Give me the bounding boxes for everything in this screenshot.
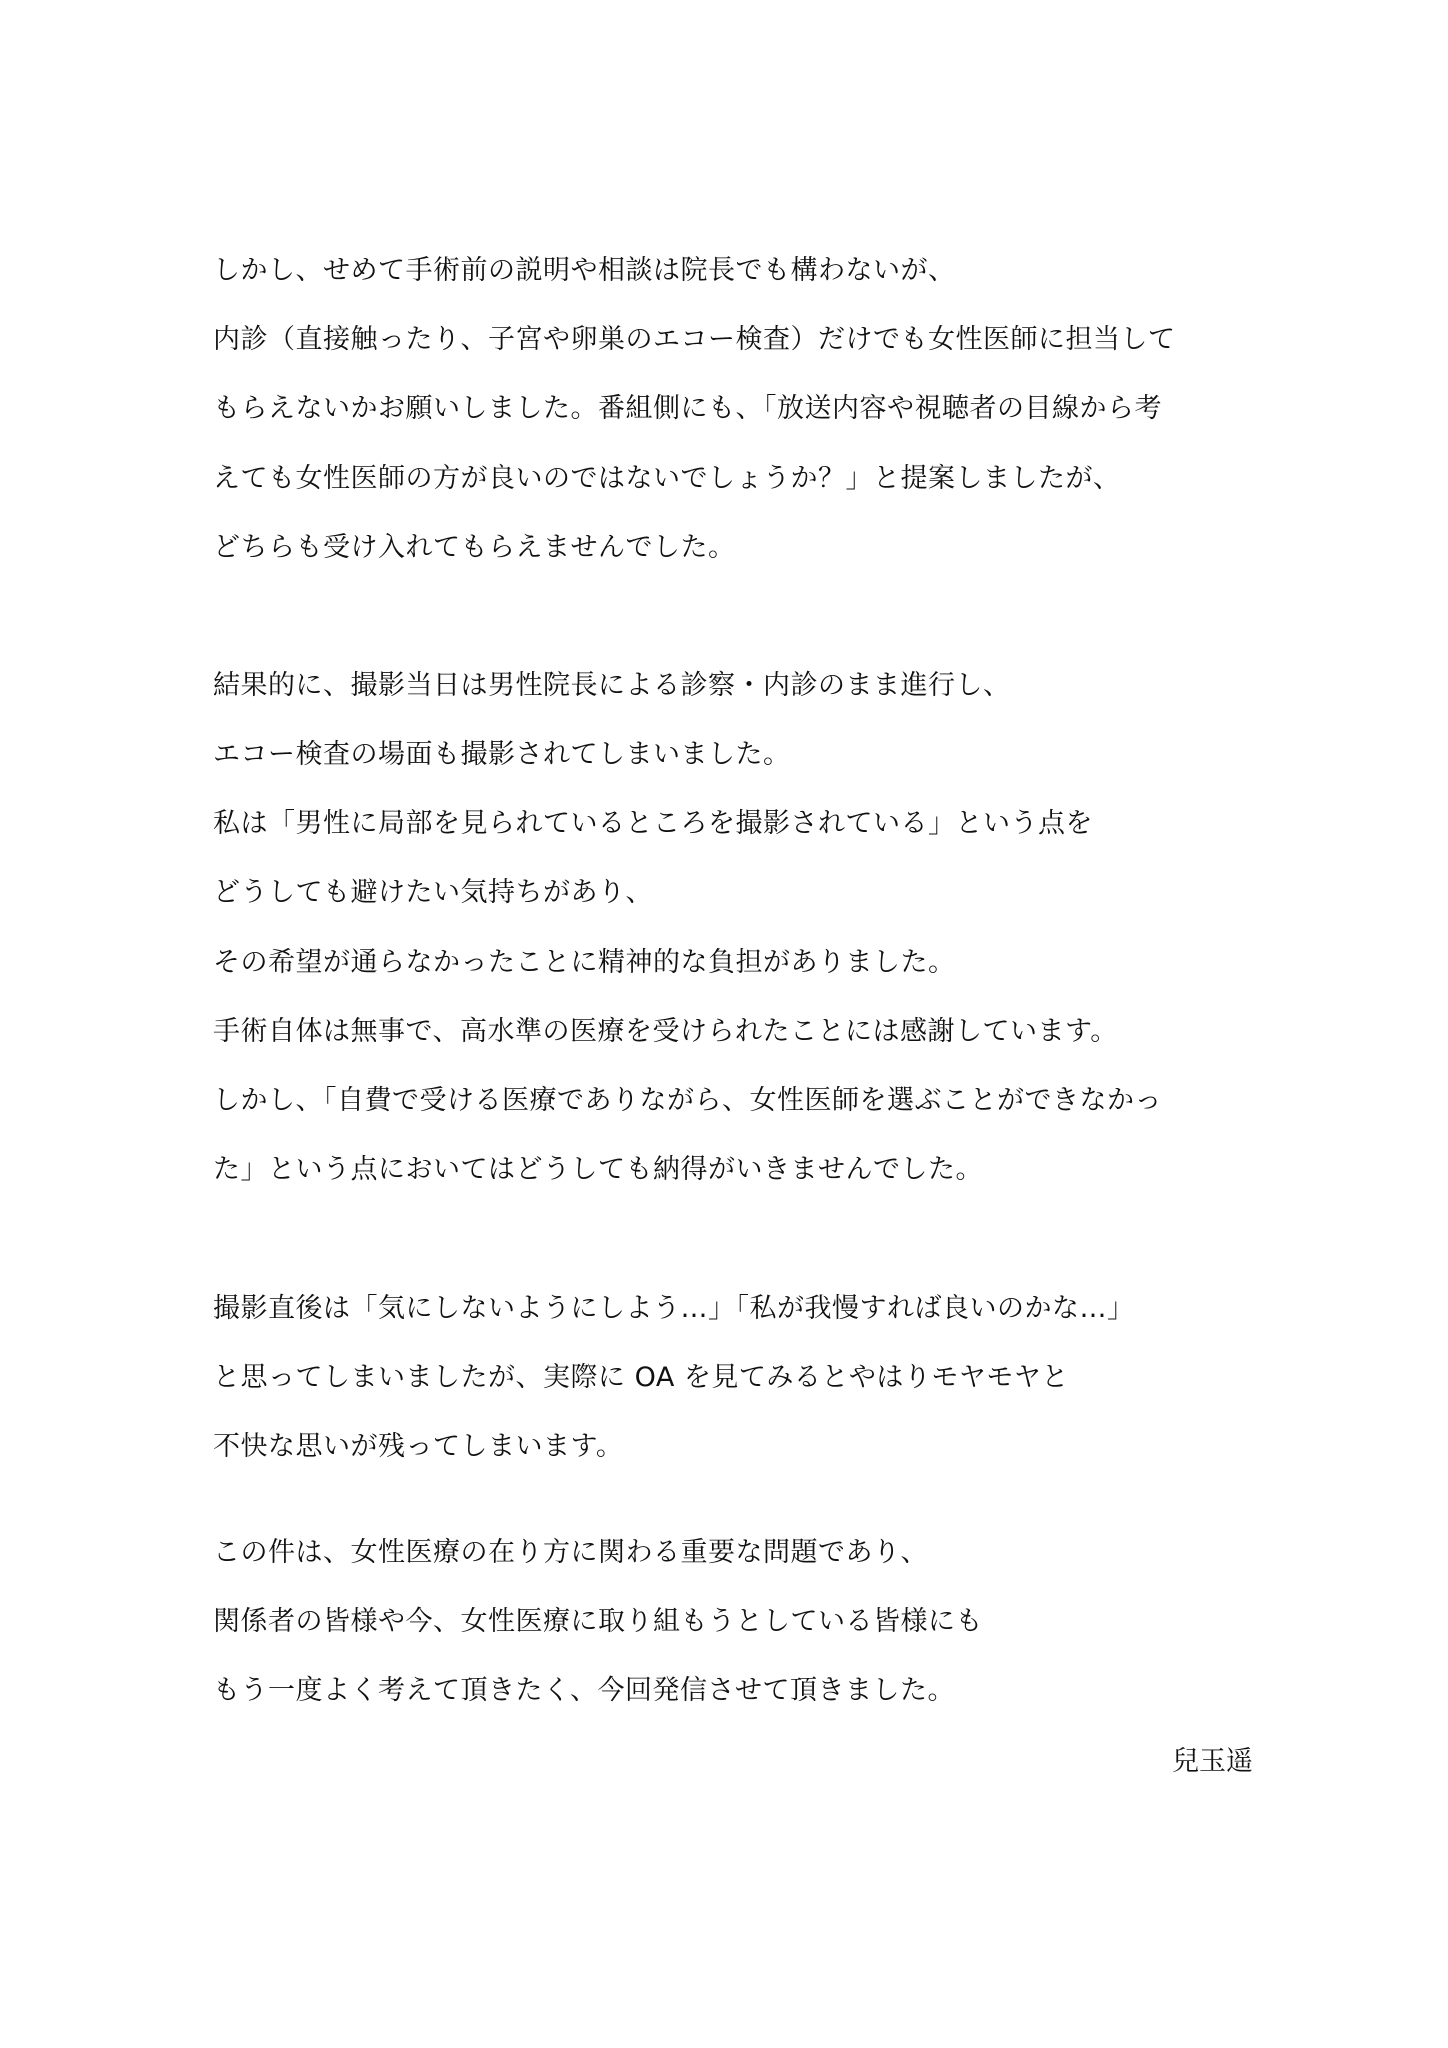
paragraph-2-line-8: た」という点においてはどうしても納得がいきませんでした。 [213, 1154, 983, 1185]
paragraph-2-line-1: 結果的に、撮影当日は男性院長による診察・内診のまま進行し、 [213, 670, 1011, 701]
paragraph-3-line-1: 撮影直後は「気にしないようにしよう…」「私が我慢すれば良いのかな…」 [213, 1293, 1135, 1324]
paragraph-2-line-4: どうしても避けたい気持ちがあり、 [213, 877, 653, 908]
paragraph-3-line-2: と思ってしまいましたが、実際に OA を見てみるとやはりモヤモヤと [213, 1362, 1069, 1393]
paragraph-4-line-2: 関係者の皆様や今、女性医療に取り組もうとしている皆様にも [213, 1606, 983, 1637]
paragraph-4-line-1: この件は、女性医療の在り方に関わる重要な問題であり、 [213, 1537, 928, 1568]
paragraph-2-line-5: その希望が通らなかったことに精神的な負担がありました。 [213, 947, 956, 978]
paragraph-2-line-7: しかし、「自費で受ける医療でありながら、女性医師を選ぶことができなかっ [213, 1085, 1162, 1116]
paragraph-4-line-3: もう一度よく考えて頂きたく、今回発信させて頂きました。 [213, 1675, 955, 1706]
paragraph-1-line-3: もらえないかお願いしました。番組側にも、「放送内容や視聴者の目線から考 [213, 393, 1162, 424]
paragraph-3-line-3: 不快な思いが残ってしまいます。 [213, 1431, 624, 1462]
paragraph-1-line-2: 内診（直接触ったり、子宮や卵巣のエコー検査）だけでも女性医師に担当して [213, 324, 1176, 355]
paragraph-2-line-3: 私は「男性に局部を見られているところを撮影されている」という点を [213, 808, 1093, 839]
paragraph-1-line-4: えても女性医師の方が良いのではないでしょうか？」と提案しましたが、 [213, 463, 1121, 494]
paragraph-2-line-2: エコー検査の場面も撮影されてしまいました。 [213, 739, 791, 770]
paragraph-1-line-5: どちらも受け入れてもらえませんでした。 [213, 532, 736, 563]
paragraph-2-line-6: 手術自体は無事で、高水準の医療を受けられたことには感謝しています。 [213, 1016, 1118, 1047]
signature: 兒玉遥 [1172, 1746, 1253, 1777]
paragraph-1-line-1: しかし、せめて手術前の説明や相談は院長でも構わないが、 [213, 255, 956, 286]
